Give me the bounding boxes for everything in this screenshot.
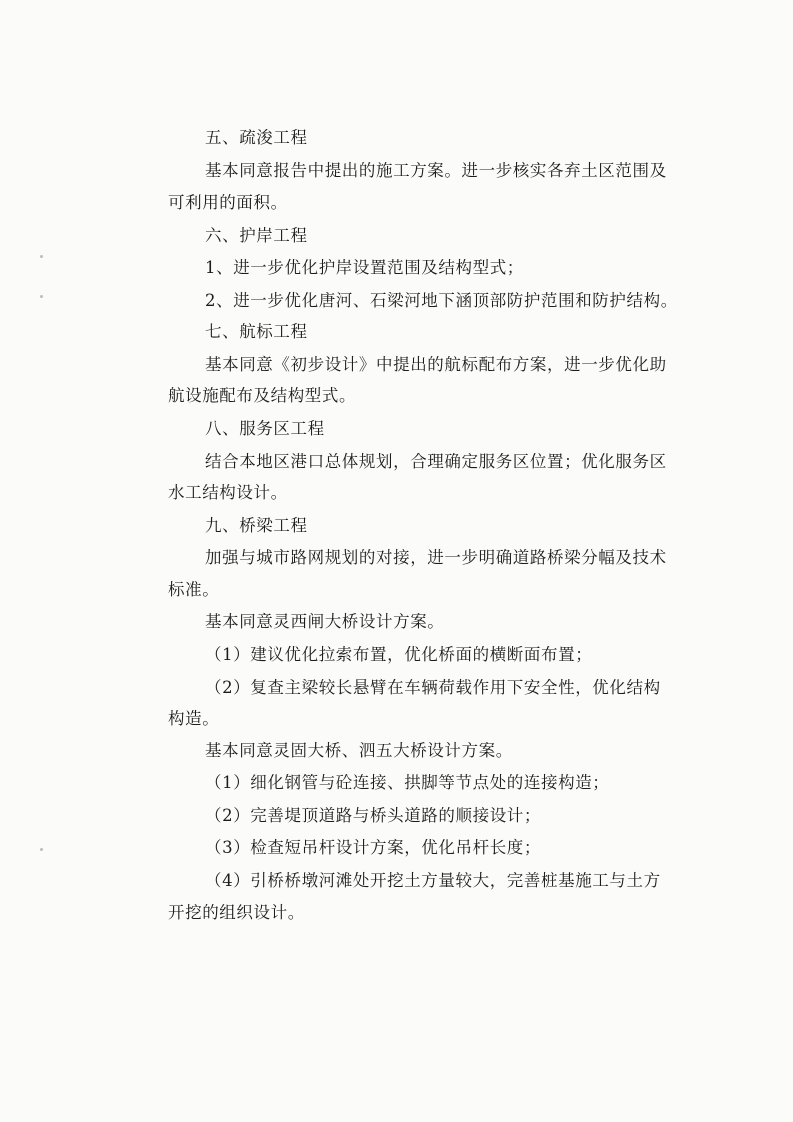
section-6-item-1: 1、进一步优化护岸设置范围及结构型式； — [205, 258, 524, 277]
section-5-heading: 五、疏浚工程 — [205, 128, 308, 147]
section-9-text-line-2: 标准。 — [168, 580, 220, 599]
bridge-2-item-4-line-1: （4）引桥桥墩河滩处开挖土方量较大，完善桩基施工与土方 — [205, 871, 661, 890]
section-7-heading: 七、航标工程 — [205, 322, 308, 341]
section-8-text-line-1: 结合本地区港口总体规划，合理确定服务区位置；优化服务区 — [205, 452, 667, 471]
section-9-heading: 九、桥梁工程 — [205, 516, 308, 535]
section-5-text-line-2: 可利用的面积。 — [168, 193, 288, 212]
section-6-heading: 六、护岸工程 — [205, 226, 308, 245]
section-5-text-line-1: 基本同意报告中提出的施工方案。进一步核实各弃土区范围及 — [205, 161, 667, 180]
bridge-2-item-2: （2）完善堤顶道路与桥头道路的顺接设计； — [205, 806, 541, 825]
section-7-text-line-1: 基本同意《初步设计》中提出的航标配布方案，进一步优化助 — [205, 355, 667, 374]
bridge-2-item-3: （3）检查短吊杆设计方案，优化吊杆长度； — [205, 838, 541, 857]
bridge-1-item-2-line-1: （2）复查主梁较长悬臂在车辆荷载作用下安全性，优化结构 — [205, 678, 661, 697]
bridge-2-item-4-line-2: 开挖的组织设计。 — [168, 903, 305, 922]
section-9-text-line-1: 加强与城市路网规划的对接，进一步明确道路桥梁分幅及技术 — [205, 548, 667, 567]
section-8-text-line-2: 水工结构设计。 — [168, 483, 288, 502]
section-7-text-line-2: 航设施配布及结构型式。 — [168, 386, 357, 405]
bridge-2-item-1: （1）细化钢管与砼连接、拱脚等节点处的连接构造； — [205, 773, 610, 792]
scan-speck — [40, 255, 43, 258]
bridge-1-intro: 基本同意灵西闸大桥设计方案。 — [205, 612, 445, 631]
scan-speck — [40, 295, 43, 298]
section-8-heading: 八、服务区工程 — [205, 419, 325, 438]
bridge-1-item-2-line-2: 构造。 — [168, 709, 220, 728]
section-6-item-2: 2、进一步优化唐河、石梁河地下涵顶部防护范围和防护结构。 — [205, 291, 678, 310]
scan-speck — [40, 848, 43, 851]
bridge-1-item-1: （1）建议优化拉索布置，优化桥面的横断面布置； — [205, 645, 593, 664]
bridge-2-intro: 基本同意灵固大桥、泗五大桥设计方案。 — [205, 741, 513, 760]
